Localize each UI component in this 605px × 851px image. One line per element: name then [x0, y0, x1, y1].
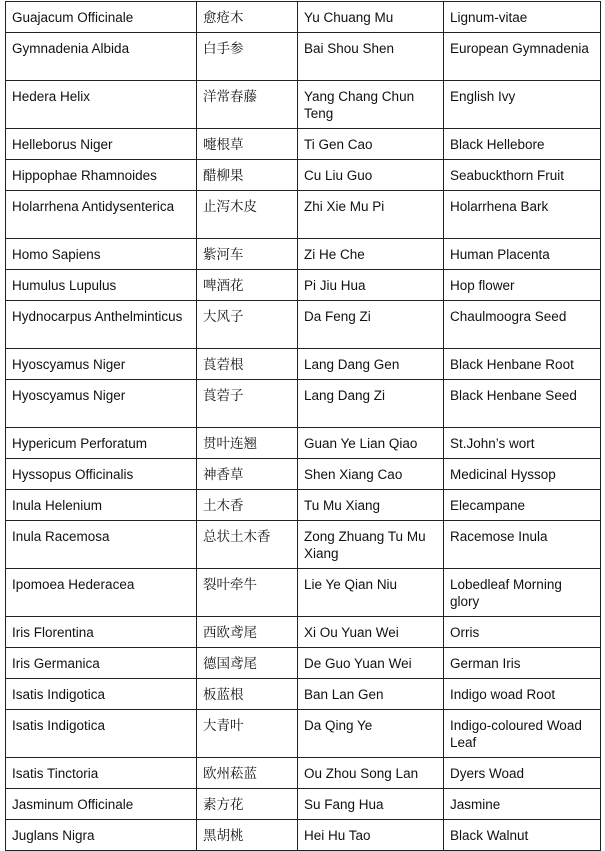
table-row: [6, 239, 601, 270]
latin-name-cell: Hyoscyamus Niger: [6, 349, 197, 380]
table-row: [6, 679, 601, 710]
latin-name-cell: Isatis Indigotica: [6, 710, 197, 758]
english-name-cell: European Gymnadenia: [444, 33, 601, 81]
table-row: [6, 380, 601, 428]
english-name-cell: Indigo-coloured Woad Leaf: [444, 710, 601, 758]
table-row: [6, 648, 601, 679]
table-row: [6, 191, 601, 239]
pinyin-name-cell: Lie Ye Qian Niu: [298, 569, 444, 617]
pinyin-name-cell: Yu Chuang Mu: [298, 2, 444, 33]
pinyin-name-cell: Shen Xiang Cao: [298, 459, 444, 490]
chinese-name-cell: 西欧鸢尾: [197, 617, 298, 648]
chinese-name-cell: 洋常春藤: [197, 81, 298, 129]
latin-name-cell: Inula Racemosa: [6, 521, 197, 569]
table-row: [6, 270, 601, 301]
english-name-cell: Black Hellebore: [444, 129, 601, 160]
english-name-cell: German Iris: [444, 648, 601, 679]
pinyin-name-cell: Da Feng Zi: [298, 301, 444, 349]
chinese-name-cell: 黑胡桃: [197, 820, 298, 851]
english-name-cell: Black Walnut: [444, 820, 601, 851]
herb-name-table: [5, 1, 601, 851]
table-row: [6, 789, 601, 820]
latin-name-cell: Homo Sapiens: [6, 239, 197, 270]
latin-name-cell: Hyssopus Officinalis: [6, 459, 197, 490]
chinese-name-cell: 莨菪根: [197, 349, 298, 380]
english-name-cell: Human Placenta: [444, 239, 601, 270]
pinyin-name-cell: Da Qing Ye: [298, 710, 444, 758]
chinese-name-cell: 总状土木香: [197, 521, 298, 569]
english-name-cell: English Ivy: [444, 81, 601, 129]
table-row: [6, 617, 601, 648]
chinese-name-cell: 愈疮木: [197, 2, 298, 33]
chinese-name-cell: 嚏根草: [197, 129, 298, 160]
pinyin-name-cell: Su Fang Hua: [298, 789, 444, 820]
chinese-name-cell: 紫河车: [197, 239, 298, 270]
pinyin-name-cell: Pi Jiu Hua: [298, 270, 444, 301]
latin-name-cell: Holarrhena Antidysenterica: [6, 191, 197, 239]
latin-name-cell: Hyoscyamus Niger: [6, 380, 197, 428]
latin-name-cell: Iris Florentina: [6, 617, 197, 648]
english-name-cell: Dyers Woad: [444, 758, 601, 789]
latin-name-cell: Hippophae Rhamnoides: [6, 160, 197, 191]
pinyin-name-cell: Ti Gen Cao: [298, 129, 444, 160]
latin-name-cell: Iris Germanica: [6, 648, 197, 679]
pinyin-name-cell: Bai Shou Shen: [298, 33, 444, 81]
pinyin-name-cell: De Guo Yuan Wei: [298, 648, 444, 679]
chinese-name-cell: 莨菪子: [197, 380, 298, 428]
chinese-name-cell: 啤酒花: [197, 270, 298, 301]
latin-name-cell: Guajacum Officinale: [6, 2, 197, 33]
table-row: [6, 33, 601, 81]
chinese-name-cell: 裂叶牵牛: [197, 569, 298, 617]
chinese-name-cell: 德国鸢尾: [197, 648, 298, 679]
english-name-cell: Holarrhena Bark: [444, 191, 601, 239]
chinese-name-cell: 大风子: [197, 301, 298, 349]
table-row: [6, 521, 601, 569]
pinyin-name-cell: Lang Dang Zi: [298, 380, 444, 428]
latin-name-cell: Jasminum Officinale: [6, 789, 197, 820]
chinese-name-cell: 神香草: [197, 459, 298, 490]
table-row: [6, 710, 601, 758]
latin-name-cell: Helleborus Niger: [6, 129, 197, 160]
table-row: [6, 569, 601, 617]
english-name-cell: Indigo woad Root: [444, 679, 601, 710]
pinyin-name-cell: Zong Zhuang Tu Mu Xiang: [298, 521, 444, 569]
table-row: [6, 129, 601, 160]
pinyin-name-cell: Tu Mu Xiang: [298, 490, 444, 521]
pinyin-name-cell: Hei Hu Tao: [298, 820, 444, 851]
chinese-name-cell: 大青叶: [197, 710, 298, 758]
chinese-name-cell: 贯叶连翘: [197, 428, 298, 459]
table-row: [6, 459, 601, 490]
table-row: [6, 2, 601, 33]
pinyin-name-cell: Ban Lan Gen: [298, 679, 444, 710]
english-name-cell: Lobedleaf Morning glory: [444, 569, 601, 617]
english-name-cell: Medicinal Hyssop: [444, 459, 601, 490]
english-name-cell: Black Henbane Seed: [444, 380, 601, 428]
chinese-name-cell: 欧州菘蓝: [197, 758, 298, 789]
table-row: [6, 81, 601, 129]
english-name-cell: Orris: [444, 617, 601, 648]
latin-name-cell: Hydnocarpus Anthelminticus: [6, 301, 197, 349]
latin-name-cell: Juglans Nigra: [6, 820, 197, 851]
table-row: [6, 758, 601, 789]
latin-name-cell: Ipomoea Hederacea: [6, 569, 197, 617]
pinyin-name-cell: Xi Ou Yuan Wei: [298, 617, 444, 648]
english-name-cell: Hop flower: [444, 270, 601, 301]
table-row: [6, 301, 601, 349]
pinyin-name-cell: Zi He Che: [298, 239, 444, 270]
english-name-cell: Chaulmoogra Seed: [444, 301, 601, 349]
pinyin-name-cell: Ou Zhou Song Lan: [298, 758, 444, 789]
latin-name-cell: Isatis Tinctoria: [6, 758, 197, 789]
pinyin-name-cell: Guan Ye Lian Qiao: [298, 428, 444, 459]
table-row: [6, 160, 601, 191]
english-name-cell: Jasmine: [444, 789, 601, 820]
pinyin-name-cell: Lang Dang Gen: [298, 349, 444, 380]
chinese-name-cell: 白手参: [197, 33, 298, 81]
latin-name-cell: Humulus Lupulus: [6, 270, 197, 301]
english-name-cell: Racemose Inula: [444, 521, 601, 569]
english-name-cell: Elecampane: [444, 490, 601, 521]
pinyin-name-cell: Yang Chang Chun Teng: [298, 81, 444, 129]
english-name-cell: Black Henbane Root: [444, 349, 601, 380]
english-name-cell: St.John’s wort: [444, 428, 601, 459]
pinyin-name-cell: Cu Liu Guo: [298, 160, 444, 191]
latin-name-cell: Inula Helenium: [6, 490, 197, 521]
chinese-name-cell: 止泻木皮: [197, 191, 298, 239]
pinyin-name-cell: Zhi Xie Mu Pi: [298, 191, 444, 239]
latin-name-cell: Gymnadenia Albida: [6, 33, 197, 81]
latin-name-cell: Hypericum Perforatum: [6, 428, 197, 459]
latin-name-cell: Hedera Helix: [6, 81, 197, 129]
chinese-name-cell: 素方花: [197, 789, 298, 820]
latin-name-cell: Isatis Indigotica: [6, 679, 197, 710]
english-name-cell: Seabuckthorn Fruit: [444, 160, 601, 191]
table-row: [6, 428, 601, 459]
table-row: [6, 349, 601, 380]
chinese-name-cell: 醋柳果: [197, 160, 298, 191]
table-row: [6, 490, 601, 521]
english-name-cell: Lignum-vitae: [444, 2, 601, 33]
chinese-name-cell: 板蓝根: [197, 679, 298, 710]
chinese-name-cell: 土木香: [197, 490, 298, 521]
